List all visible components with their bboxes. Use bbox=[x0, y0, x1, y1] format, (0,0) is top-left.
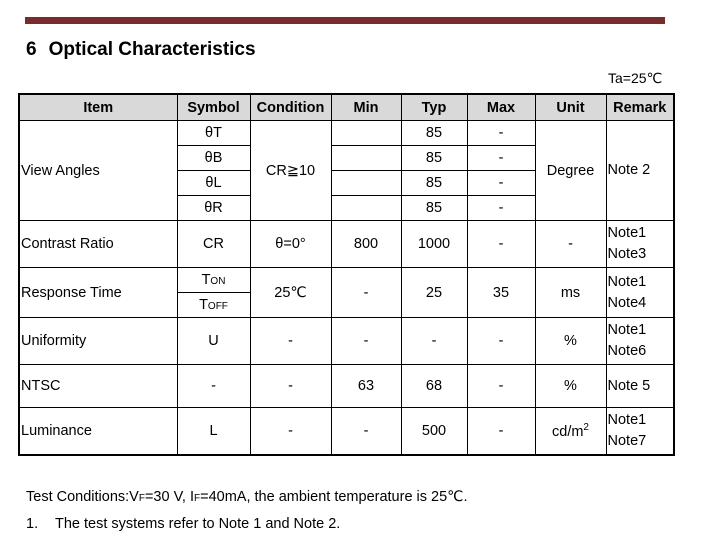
remark-cell bbox=[606, 318, 674, 365]
min-cell bbox=[331, 121, 401, 146]
column-header: Unit bbox=[535, 94, 606, 121]
typ-cell: 85 bbox=[401, 196, 467, 221]
table-row bbox=[19, 365, 674, 408]
remark-cell: Note 5 bbox=[606, 365, 674, 408]
item-cell: Contrast Ratio bbox=[19, 221, 177, 268]
remark-line: Note1 bbox=[607, 225, 647, 241]
min-cell: 800 bbox=[331, 221, 401, 268]
unit-cell: % bbox=[535, 365, 606, 408]
table-row bbox=[19, 408, 674, 455]
symbol-cell: θB bbox=[177, 146, 250, 171]
symbol-main: T bbox=[201, 272, 211, 288]
item-cell: Response Time bbox=[19, 268, 177, 318]
remark-cell: Note 2 bbox=[606, 121, 674, 221]
footnote-item bbox=[26, 516, 340, 532]
max-cell: 35 bbox=[467, 268, 535, 318]
remark-line: Note6 bbox=[607, 343, 647, 359]
min-cell bbox=[331, 146, 401, 171]
symbol-cell: - bbox=[177, 365, 250, 408]
top-divider-bar bbox=[25, 17, 665, 24]
remark-cell bbox=[606, 408, 674, 455]
symbol-cell: θL bbox=[177, 171, 250, 196]
symbol-subscript: OFF bbox=[207, 301, 228, 312]
test-prefix: Test Conditions:V bbox=[26, 489, 139, 505]
column-header: Remark bbox=[606, 94, 674, 121]
section-number: 6 bbox=[26, 39, 37, 60]
max-cell: - bbox=[467, 196, 535, 221]
if-subscript: F bbox=[194, 493, 201, 504]
unit-cell: % bbox=[535, 318, 606, 365]
vf-value: =30 V, I bbox=[144, 489, 195, 505]
condition-cell: 25℃ bbox=[250, 268, 331, 318]
symbol-subscript: ON bbox=[210, 276, 226, 287]
table-header-row bbox=[19, 94, 674, 121]
footnote-number: 1. bbox=[26, 516, 39, 532]
max-cell: - bbox=[467, 121, 535, 146]
symbol-main: T bbox=[199, 297, 208, 313]
unit-cell: Degree bbox=[535, 121, 606, 221]
column-header: Condition bbox=[250, 94, 331, 121]
section-title: Optical Characteristics bbox=[48, 39, 256, 60]
remark-cell bbox=[606, 268, 674, 318]
max-cell: - bbox=[467, 408, 535, 455]
unit-cell: - bbox=[535, 221, 606, 268]
table-row bbox=[19, 318, 674, 365]
remark-line: Note1 bbox=[607, 411, 647, 428]
symbol-cell bbox=[177, 293, 250, 318]
remark-line: Note1 bbox=[607, 322, 647, 338]
ambient-temperature-note: Ta=25℃ bbox=[608, 70, 663, 86]
min-cell bbox=[331, 196, 401, 221]
item-cell: Luminance bbox=[19, 408, 177, 455]
min-cell: - bbox=[331, 268, 401, 318]
condition-cell: - bbox=[250, 408, 331, 455]
symbol-cell: U bbox=[177, 318, 250, 365]
typ-cell: - bbox=[401, 318, 467, 365]
remark-line: Note3 bbox=[607, 246, 647, 262]
typ-cell: 85 bbox=[401, 171, 467, 196]
unit-main: cd/m bbox=[552, 423, 584, 440]
max-cell: - bbox=[467, 221, 535, 268]
item-cell: View Angles bbox=[19, 121, 177, 221]
min-cell bbox=[331, 171, 401, 196]
min-cell: 63 bbox=[331, 365, 401, 408]
symbol-cell: L bbox=[177, 408, 250, 455]
table-row bbox=[19, 268, 674, 293]
section-heading bbox=[26, 39, 256, 61]
column-header: Symbol bbox=[177, 94, 250, 121]
typ-cell: 500 bbox=[401, 408, 467, 455]
column-header: Min bbox=[331, 94, 401, 121]
max-cell: - bbox=[467, 365, 535, 408]
remark-line: Note7 bbox=[607, 432, 647, 449]
typ-cell: 85 bbox=[401, 121, 467, 146]
footnote-text: The test systems refer to Note 1 and Note 2. bbox=[55, 516, 341, 532]
typ-cell: 85 bbox=[401, 146, 467, 171]
column-header: Max bbox=[467, 94, 535, 121]
unit-superscript: 2 bbox=[583, 421, 589, 433]
symbol-cell: θR bbox=[177, 196, 250, 221]
remark-line: Note1 bbox=[607, 273, 647, 290]
typ-cell: 25 bbox=[401, 268, 467, 318]
condition-cell: θ=0° bbox=[250, 221, 331, 268]
table-row bbox=[19, 121, 674, 146]
condition-cell: - bbox=[250, 365, 331, 408]
max-cell: - bbox=[467, 318, 535, 365]
typ-cell: 1000 bbox=[401, 221, 467, 268]
column-header: Item bbox=[19, 94, 177, 121]
symbol-cell: CR bbox=[177, 221, 250, 268]
typ-cell: 68 bbox=[401, 365, 467, 408]
optical-characteristics-table bbox=[18, 93, 675, 456]
remark-line: Note4 bbox=[607, 294, 647, 311]
symbol-cell: θT bbox=[177, 121, 250, 146]
unit-cell bbox=[535, 408, 606, 455]
max-cell: - bbox=[467, 171, 535, 196]
item-cell: Uniformity bbox=[19, 318, 177, 365]
condition-cell: CR≧10 bbox=[250, 121, 331, 221]
min-cell: - bbox=[331, 408, 401, 455]
test-conditions-text bbox=[26, 489, 467, 505]
vf-subscript: F bbox=[138, 493, 145, 504]
column-header: Typ bbox=[401, 94, 467, 121]
symbol-cell bbox=[177, 268, 250, 293]
table-row bbox=[19, 221, 674, 268]
remark-cell bbox=[606, 221, 674, 268]
condition-cell: - bbox=[250, 318, 331, 365]
max-cell: - bbox=[467, 146, 535, 171]
unit-cell: ms bbox=[535, 268, 606, 318]
test-suffix: =40mA, the ambient temperature is 25℃. bbox=[200, 489, 468, 505]
min-cell: - bbox=[331, 318, 401, 365]
item-cell: NTSC bbox=[19, 365, 177, 408]
